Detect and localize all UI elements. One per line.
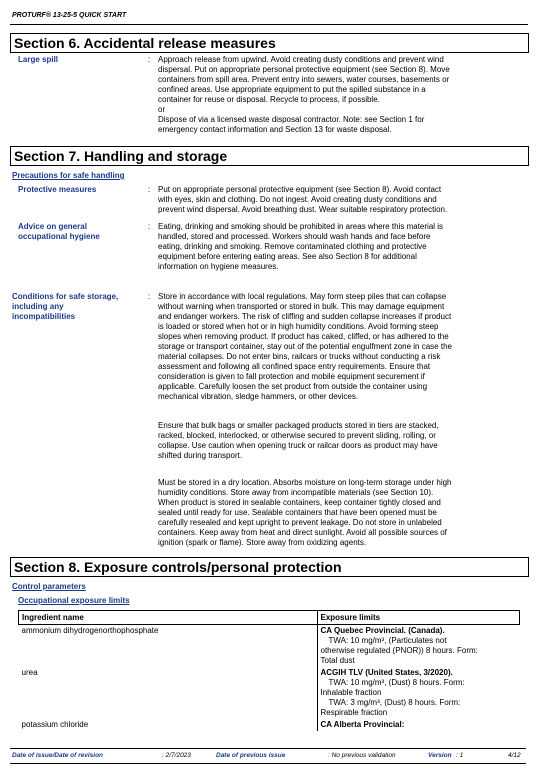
exposure-limit-line: ACGIH TLV (United States, 3/2020). [320,668,453,677]
page-footer [10,748,526,764]
text-line: equipment before entering eating areas. See also Section 8 for additional [158,252,417,261]
precautions-heading[interactable]: Precautions for safe handling [12,171,125,180]
exposure-limit-line: Respirable fraction [320,708,388,717]
header-rule [10,24,528,25]
colon: : [148,222,151,231]
ingredient-name: ammonium dihydrogenorthophosphate [19,625,318,668]
text-line: containers from spill area. Prevent entry into sewers, water courses, basements or [158,75,450,84]
text-line: carefully resealed and kept upright to prevent leakage. Do not store in unlabeled [158,518,442,527]
text-line: Approach release from upwind. Avoid creating dusty conditions and prevent wind [158,55,444,64]
section-8-title: Section 8. Exposure controls/personal protection [10,557,529,577]
oel-heading[interactable]: Occupational exposure limits [18,596,130,605]
exposure-limit-cell [317,625,520,668]
exposure-limit-line: TWA: 10 mg/m³, (Dust) 8 hours. Form: [328,678,465,687]
text-line: storage or transport container, stay out of the potential engulfment zone in case the [158,342,452,351]
text-line: collapse. Use caution when opening truck or railcar doors as product may have [158,441,438,450]
colon: : [148,292,151,301]
text-line: information on hygiene measures. [158,262,279,271]
storage-paragraph-3 [158,478,510,548]
text-line: is loaded or stored when hot or in high humidity conditions. Avoid forming steep [158,322,439,331]
text-line: container for reuse or disposal. Recycle to process, if possible. [158,95,380,104]
exposure-limits-table [18,610,520,731]
section-7-title: Section 7. Handling and storage [10,146,529,166]
exposure-limit-line: otherwise regulated (PNOR)) 8 hours. Form: [320,646,478,655]
version-label: Version [428,752,452,759]
text-line: mechanical vibration, sledge hammers, or other devices. [158,392,359,401]
page-number: 4/12 [508,752,521,759]
exposure-limit-line: CA Alberta Provincial: [320,720,405,729]
hygiene-label: Advice on general occupational hygiene [18,222,100,241]
text-line: eating, drinking and smoking. Remove contaminated clothing and protective [158,242,427,251]
protective-measures-label: Protective measures [18,185,97,194]
ingredient-name: urea [19,667,318,719]
text-line: handled, stored and processed. Workers should wash hands and face before [158,232,431,241]
exposure-limit-line: Total dust [320,656,355,665]
text-line: emergency contact information and Section 13 for waste disposal. [158,125,392,134]
text-line: slopes when removing product. If product has caked, cliffed, or has adhered to the [158,332,449,341]
text-line: containers. Keep away from heat and direct sunlight. Avoid all possible sources of [158,528,447,537]
text-line: sealed until ready for use. Sealable containers that have been opened must be [158,508,437,517]
exposure-limit-line: TWA: 3 mg/m³, (Dust) 8 hours. Form: [328,698,461,707]
exposure-limit-line: TWA: 10 mg/m³, (Particulates not [328,636,447,645]
control-parameters-heading[interactable]: Control parameters [12,582,86,591]
colon: : [148,55,151,64]
text-line: Store in accordance with local regulations. May form steep piles that can collapse [158,292,447,301]
previous-issue-label: Date of previous issue [216,752,286,759]
text-line: shifted during transport. [158,451,243,460]
colon: : [148,185,151,194]
version-value: : 1 [456,752,464,759]
issue-date-label: Date of issue/Date of revision [12,752,104,759]
text-line: racked, blocked, interlocked, or otherwise secured to prevent sliding, rolling, or [158,431,436,440]
text-line: Eating, drinking and smoking should be prohibited in areas where this material is [158,222,444,231]
large-spill-text [158,55,510,135]
exposure-limit-cell [317,667,520,719]
text-line: Put on appropriate personal protective equipment (see Section 8). Avoid contact [158,185,442,194]
text-line: Dispose of via a licensed waste disposal contractor. Note: see Section 1 for [158,115,425,124]
section-6-title: Section 6. Accidental release measures [10,33,529,53]
product-name-header: PROTURF® 13-25-5 QUICK START [12,12,127,19]
column-header-exposure: Exposure limits [317,611,520,625]
exposure-limit-line: CA Quebec Provincial. (Canada). [320,626,445,635]
text-line: Ensure that bulk bags or smaller packaged products stored in tiers are stacked, [158,421,439,430]
protective-measures-text [158,185,510,215]
storage-paragraph-2 [158,421,510,461]
text-line: without warning when transported or stored in bulk. This may damage equipment [158,302,445,311]
text-line: with eyes, skin and clothing. Do not ingest. Avoid creating dusty conditions and [158,195,437,204]
text-line: material collapses. Do not enter bins, railcars or trucks without conducting a risk [158,352,441,361]
ingredient-name: potassium chloride [19,719,318,731]
large-spill-label: Large spill [18,55,59,64]
issue-date-value: : 2/7/2023 [162,752,191,759]
previous-issue-value: : No previous validation [328,752,396,759]
text-line: confined areas. Use appropriate equipment to put the spilled substance in a [158,85,426,94]
text-line: dispersal. Put on appropriate personal protective equipment (see Section 8). Move [158,65,450,74]
text-line: applicable. Carefully loosen the set product from outside the container using [158,382,428,391]
table-row [19,625,520,668]
text-line: or [158,105,166,114]
exposure-limit-cell [317,719,520,731]
storage-label: Conditions for safe storage, including any incompatibilities [12,292,119,321]
table-row [19,719,520,731]
storage-paragraph-1 [158,292,510,402]
text-line: consideration is given to fall protection and mobile equipment securement if [158,372,425,381]
column-header-ingredient: Ingredient name [19,611,318,625]
text-line: humidity conditions. Store away from incompatible materials (see Section 10). [158,488,434,497]
text-line: Must be stored in a dry location. Absorbs moisture on long-term storage under high [158,478,452,487]
table-row [19,667,520,719]
exposure-limit-line: Inhalable fraction [320,688,382,697]
text-line: When product is stored in sealable containers, keep container tightly closed and [158,498,441,507]
text-line: ignition (spark or flame). Store away from oxidizing agents. [158,538,367,547]
text-line: assessment and following all confined space entry requirements. Ensure that [158,362,431,371]
text-line: prevent wind dispersal. Avoid breathing dust. Wear suitable respiratory protection. [158,205,448,214]
text-line: and endanger workers. The risk of cliffing and sudden collapse increases if product [158,312,452,321]
hygiene-text [158,222,510,272]
